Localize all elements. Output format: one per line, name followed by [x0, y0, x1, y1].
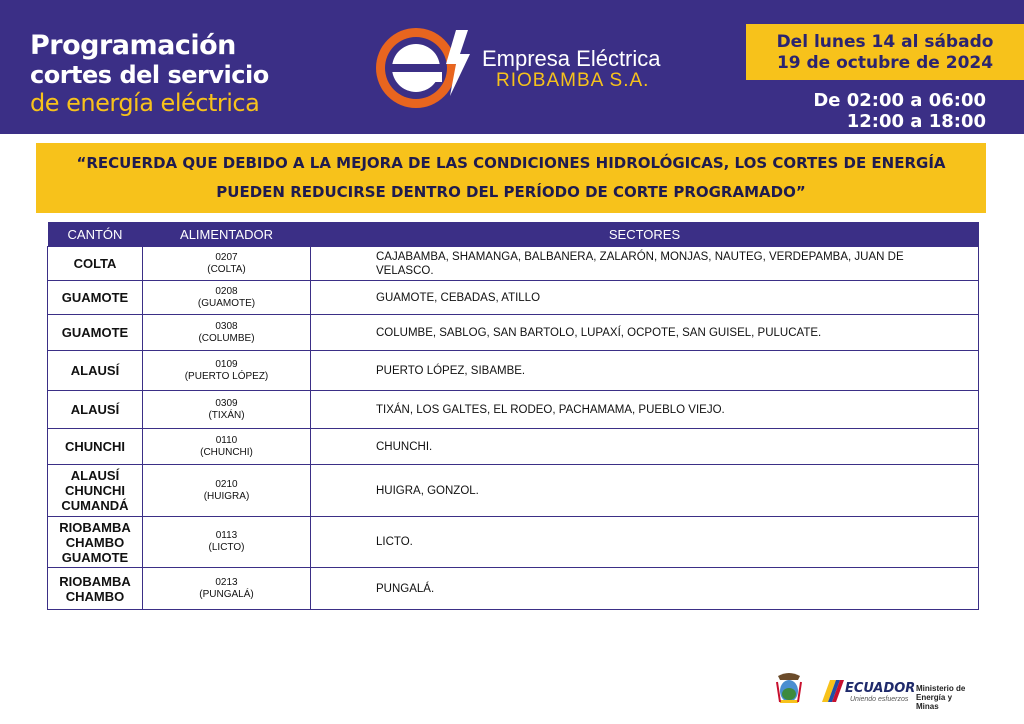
- outage-table: [47, 222, 979, 610]
- sectores-cell: PUNGALÁ.: [311, 568, 979, 610]
- alimentador-code: 0210: [215, 478, 238, 490]
- alimentador-cell: [143, 517, 311, 568]
- alimentador-code: 0213: [215, 576, 238, 588]
- alimentador-name: (PUERTO LÓPEZ): [184, 370, 269, 382]
- notice-line-2: PUEDEN REDUCIRSE DENTRO DEL PERÍODO DE CORTE PROGRAMADO”: [216, 183, 806, 201]
- ministry-line-1: Ministerio de: [916, 684, 966, 693]
- alimentador-name: (CHUNCHI): [200, 446, 253, 458]
- company-logo-icon: [376, 24, 476, 114]
- hours-line-1: De 02:00 a 06:00: [813, 90, 986, 111]
- canton-name: RIOBAMBA: [59, 519, 131, 535]
- canton-cell: [48, 315, 143, 351]
- canton-cell: [48, 517, 143, 568]
- table-row: [48, 517, 979, 568]
- sectores-cell: PUERTO LÓPEZ, SIBAMBE.: [311, 351, 979, 391]
- table-row: [48, 568, 979, 610]
- company-logo: [376, 24, 666, 114]
- alimentador-code: 0110: [215, 434, 238, 446]
- canton-name: CHAMBO: [65, 534, 125, 550]
- sectores-cell: HUIGRA, GONZOL.: [311, 465, 979, 517]
- alimentador-code: 0308: [215, 320, 238, 332]
- alimentador-name: (GUAMOTE): [197, 297, 256, 309]
- title-line-3: de energía eléctrica: [30, 89, 260, 117]
- sectores-cell: CAJABAMBA, SHAMANGA, BALBANERA, ZALARÓN, MONJAS, NAUTEG, VERDEPAMBA, JUAN DE VELASCO.: [311, 247, 979, 281]
- table-row: [48, 465, 979, 517]
- alimentador-code: 0208: [215, 285, 238, 297]
- canton-cell: [48, 465, 143, 517]
- company-name: Empresa Eléctrica: [482, 46, 661, 71]
- alimentador-cell: [143, 391, 311, 429]
- alimentador-name: (LICTO): [208, 542, 245, 553]
- alimentador-cell: [143, 281, 311, 315]
- alimentador-code: 0309: [215, 397, 238, 409]
- sectores-cell: COLUMBE, SABLOG, SAN BARTOLO, LUPAXÍ, OCPOTE, SAN GUISEL, PULUCATE.: [311, 315, 979, 351]
- alimentador-cell: [143, 465, 311, 517]
- table-header-row: [48, 222, 979, 247]
- canton-name: CHUNCHI: [65, 483, 125, 498]
- header-sectores: SECTORES: [311, 222, 979, 247]
- alimentador-name: (COLUMBE): [198, 332, 255, 344]
- ecuador-crest-icon: [776, 672, 802, 706]
- hours-block: [813, 90, 986, 132]
- canton-name: CHAMBO: [65, 588, 125, 604]
- alimentador-name: (TIXÁN): [208, 409, 245, 421]
- alimentador-name: (HUIGRA): [203, 490, 250, 502]
- canton-cell: [48, 568, 143, 610]
- title-line-2: cortes del servicio: [30, 61, 269, 89]
- canton-name: RIOBAMBA: [59, 573, 131, 589]
- canton-cell: [48, 247, 143, 281]
- canton-cell: [48, 391, 143, 429]
- notice-line-1: “RECUERDA QUE DEBIDO A LA MEJORA DE LAS CONDICIONES HIDROLÓGICAS, LOS CORTES DE ENERGÍA: [76, 154, 946, 172]
- alimentador-cell: [143, 429, 311, 465]
- date-range-box: [746, 24, 1024, 80]
- ecuador-slogan: Uniendo esfuerzos: [850, 696, 909, 703]
- canton-name: ALAUSÍ: [70, 363, 120, 378]
- alimentador-cell: [143, 351, 311, 391]
- canton-name: ALAUSÍ: [70, 468, 120, 483]
- sectores-cell: TIXÁN, LOS GALTES, EL RODEO, PACHAMAMA, PUEBLO VIEJO.: [311, 391, 979, 429]
- ministry-label: [916, 684, 976, 711]
- hours-line-2: 12:00 a 18:00: [846, 111, 986, 132]
- date-line-1: Del lunes 14 al sábado: [776, 32, 994, 52]
- canton-name: CUMANDÁ: [61, 498, 129, 513]
- canton-name: GUAMOTE: [61, 290, 129, 305]
- alimentador-code: 0109: [215, 358, 238, 370]
- table-row: [48, 281, 979, 315]
- sectores-cell: GUAMOTE, CEBADAS, ATILLO: [311, 281, 979, 315]
- alimentador-cell: [143, 247, 311, 281]
- header-alimentador: ALIMENTADOR: [143, 222, 311, 247]
- sectores-cell: CHUNCHI.: [311, 429, 979, 465]
- company-name-sub: RIOBAMBA S.A.: [496, 70, 650, 91]
- alimentador-cell: [143, 568, 311, 610]
- table-row: [48, 247, 979, 281]
- alimentador-code: 0113: [215, 530, 238, 541]
- header-canton: CANTÓN: [48, 222, 143, 247]
- ecuador-wordmark: ECUADOR: [845, 681, 916, 696]
- canton-name: GUAMOTE: [61, 325, 129, 340]
- sectores-cell: LICTO.: [311, 517, 979, 568]
- alimentador-name: (COLTA): [207, 263, 246, 275]
- canton-cell: [48, 351, 143, 391]
- alimentador-code: 0207: [215, 251, 238, 263]
- ministry-line-2: Energía y Minas: [916, 693, 953, 711]
- alimentador-name: (PUNGALÁ): [199, 588, 254, 600]
- date-line-2: 19 de octubre de 2024: [776, 53, 994, 73]
- title-line-1: Programación: [30, 30, 236, 61]
- header-banner: [0, 0, 1024, 134]
- canton-name: GUAMOTE: [61, 549, 129, 565]
- canton-name: CHUNCHI: [65, 439, 125, 454]
- notice-banner: [36, 143, 986, 213]
- alimentador-cell: [143, 315, 311, 351]
- canton-name: ALAUSÍ: [70, 402, 120, 417]
- table-row: [48, 315, 979, 351]
- table-row: [48, 391, 979, 429]
- canton-cell: [48, 429, 143, 465]
- page-title: [30, 30, 269, 117]
- table-body: [48, 247, 979, 610]
- canton-cell: [48, 281, 143, 315]
- table-row: [48, 351, 979, 391]
- table-row: [48, 429, 979, 465]
- canton-name: COLTA: [73, 256, 117, 271]
